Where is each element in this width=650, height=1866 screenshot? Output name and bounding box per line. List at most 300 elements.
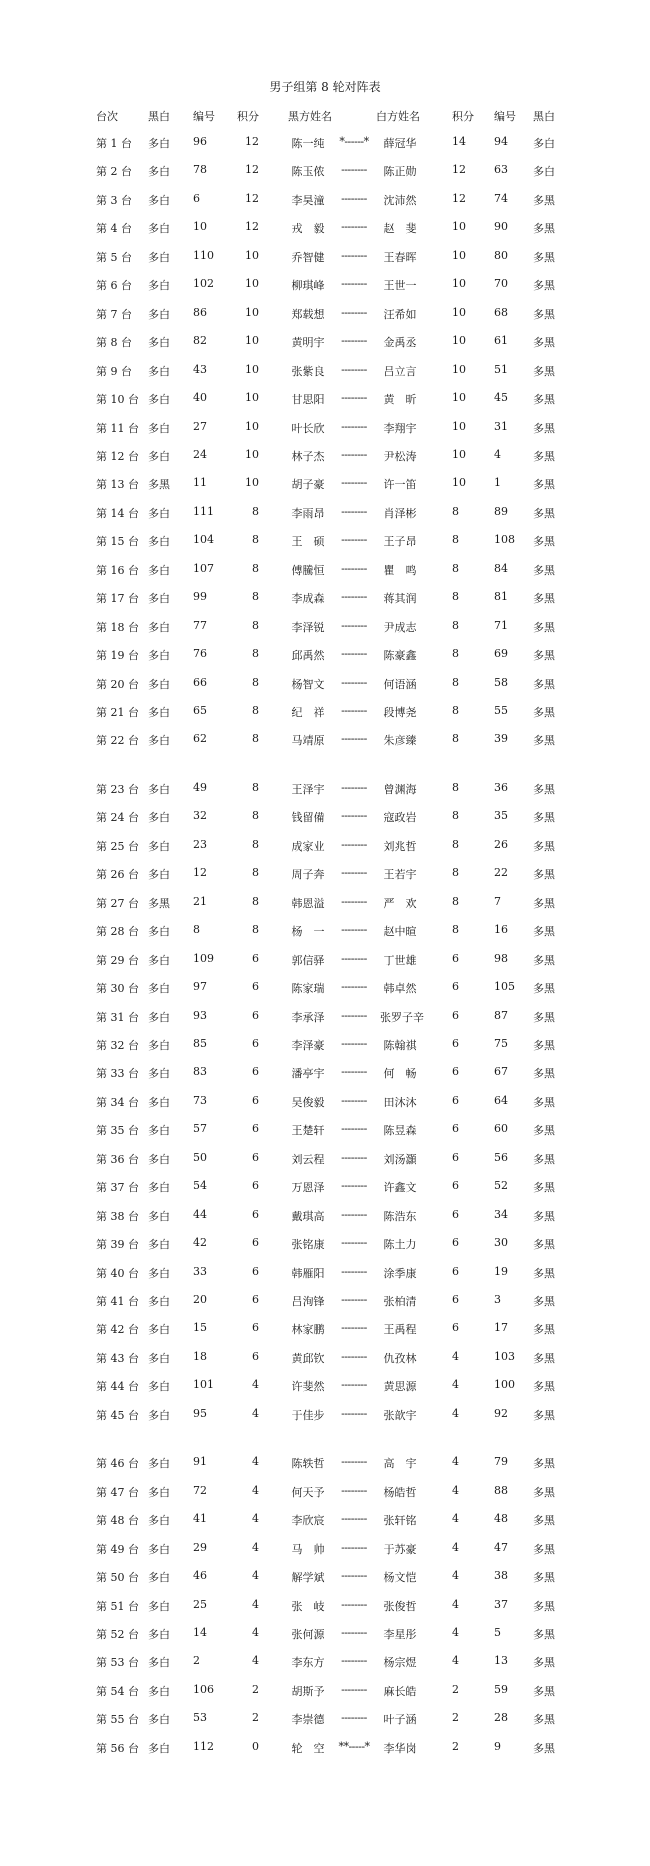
black-player-number: 112 <box>193 1740 214 1753</box>
black-player-name: 杨 一 <box>291 925 325 938</box>
white-player-name: 吕立言 <box>383 365 417 378</box>
white-player-name: 曾渊海 <box>383 783 417 796</box>
black-player-name: 陈一纯 <box>291 137 325 150</box>
table-row <box>0 676 650 696</box>
white-color-balance: 多黑 <box>533 706 555 719</box>
black-player-score: 4 <box>252 1407 259 1420</box>
result-dash: -------- <box>341 1009 367 1022</box>
table-number: 第 27 台 <box>96 897 139 910</box>
black-color-balance: 多白 <box>148 279 170 292</box>
white-player-score: 8 <box>452 647 459 660</box>
white-color-balance: 多黑 <box>533 1543 555 1556</box>
header-black-name: 黑方姓名 <box>288 110 332 123</box>
table-row <box>0 1179 650 1199</box>
table-row <box>0 1455 650 1475</box>
black-player-number: 109 <box>193 952 214 965</box>
table-number: 第 49 台 <box>96 1543 139 1556</box>
white-player-name: 沈沛然 <box>383 194 417 207</box>
table-number: 第 56 台 <box>96 1742 139 1755</box>
white-color-balance: 多黑 <box>533 336 555 349</box>
black-color-balance: 多白 <box>148 1543 170 1556</box>
black-player-number: 20 <box>193 1293 207 1306</box>
table-number: 第 34 台 <box>96 1096 139 1109</box>
result-dash: -------- <box>341 562 367 575</box>
table-number: 第 4 台 <box>96 222 132 235</box>
black-player-name: 邱禹然 <box>291 649 325 662</box>
result-dash: -------- <box>341 1094 367 1107</box>
white-player-number: 100 <box>494 1378 515 1391</box>
white-player-number: 60 <box>494 1122 508 1135</box>
white-color-balance: 多黑 <box>533 954 555 967</box>
white-player-name: 瞿 鸣 <box>383 564 417 577</box>
white-player-name: 于苏豪 <box>383 1543 417 1556</box>
table-row <box>0 249 650 269</box>
white-player-name: 王世一 <box>383 279 417 292</box>
black-player-number: 15 <box>193 1321 207 1334</box>
white-player-name: 杨宗煜 <box>383 1656 417 1669</box>
result-dash: -------- <box>341 220 367 233</box>
black-color-balance: 多白 <box>148 1628 170 1641</box>
table-number: 第 17 台 <box>96 592 139 605</box>
result-dash: -------- <box>341 1293 367 1306</box>
white-player-name: 尹松涛 <box>383 450 417 463</box>
white-player-name: 张歆宇 <box>383 1409 417 1422</box>
black-player-number: 23 <box>193 838 207 851</box>
black-player-score: 6 <box>252 1037 259 1050</box>
table-row <box>0 1654 650 1674</box>
white-player-number: 55 <box>494 704 508 717</box>
result-dash: -------- <box>341 505 367 518</box>
white-player-name: 张俊哲 <box>383 1600 417 1613</box>
white-player-score: 10 <box>452 363 466 376</box>
white-player-score: 6 <box>452 980 459 993</box>
white-player-score: 4 <box>452 1407 459 1420</box>
black-player-number: 41 <box>193 1512 207 1525</box>
white-player-score: 4 <box>452 1455 459 1468</box>
table-row <box>0 1740 650 1760</box>
white-color-balance: 多黑 <box>533 1295 555 1308</box>
white-player-name: 黄 昕 <box>383 393 417 406</box>
black-color-balance: 多白 <box>148 1380 170 1393</box>
table-header <box>0 108 650 128</box>
white-player-number: 34 <box>494 1208 508 1221</box>
result-dash: -------- <box>341 1321 367 1334</box>
white-player-number: 19 <box>494 1265 508 1278</box>
white-player-name: 薛冠华 <box>383 137 417 150</box>
black-player-number: 46 <box>193 1569 207 1582</box>
result-dash: -------- <box>341 1683 367 1696</box>
black-player-score: 10 <box>245 391 259 404</box>
white-player-score: 6 <box>452 1265 459 1278</box>
white-player-name: 朱彦臻 <box>383 734 417 747</box>
white-player-score: 8 <box>452 809 459 822</box>
table-number: 第 9 台 <box>96 365 132 378</box>
black-player-score: 12 <box>245 135 259 148</box>
result-dash: -------- <box>341 1037 367 1050</box>
black-player-number: 102 <box>193 277 214 290</box>
result-dash: -------- <box>341 1378 367 1391</box>
black-player-name: 吴俊毅 <box>291 1096 325 1109</box>
white-player-number: 31 <box>494 420 508 433</box>
black-player-number: 50 <box>193 1151 207 1164</box>
white-player-number: 35 <box>494 809 508 822</box>
table-number: 第 19 台 <box>96 649 139 662</box>
white-color-balance: 多黑 <box>533 783 555 796</box>
white-color-balance: 多白 <box>533 165 555 178</box>
black-color-balance: 多白 <box>148 365 170 378</box>
black-player-name: 陈轶哲 <box>291 1457 325 1470</box>
white-player-number: 63 <box>494 163 508 176</box>
table-number: 第 35 台 <box>96 1124 139 1137</box>
black-player-number: 111 <box>193 505 214 518</box>
table-number: 第 37 台 <box>96 1181 139 1194</box>
white-player-score: 6 <box>452 1293 459 1306</box>
white-player-score: 10 <box>452 306 466 319</box>
black-player-number: 18 <box>193 1350 207 1363</box>
black-color-balance: 多白 <box>148 422 170 435</box>
black-player-name: 万恩泽 <box>291 1181 325 1194</box>
black-color-balance: 多白 <box>148 982 170 995</box>
white-player-score: 8 <box>452 781 459 794</box>
white-player-score: 8 <box>452 923 459 936</box>
table-number: 第 23 台 <box>96 783 139 796</box>
white-color-balance: 多黑 <box>533 925 555 938</box>
black-player-name: 李雨昂 <box>291 507 325 520</box>
white-player-name: 王若宇 <box>383 868 417 881</box>
table-row <box>0 1626 650 1646</box>
white-player-score: 2 <box>452 1740 459 1753</box>
black-color-balance: 多白 <box>148 308 170 321</box>
result-dash: -------- <box>341 1151 367 1164</box>
black-player-score: 8 <box>252 562 259 575</box>
black-player-name: 郑载想 <box>291 308 325 321</box>
result-dash: -------- <box>341 1512 367 1525</box>
white-color-balance: 多黑 <box>533 1457 555 1470</box>
white-player-score: 10 <box>452 476 466 489</box>
result-dash: -------- <box>341 1065 367 1078</box>
white-color-balance: 多黑 <box>533 678 555 691</box>
table-number: 第 36 台 <box>96 1153 139 1166</box>
white-player-name: 李翔宇 <box>383 422 417 435</box>
white-color-balance: 多黑 <box>533 308 555 321</box>
white-player-number: 48 <box>494 1512 508 1525</box>
black-player-name: 解学斌 <box>291 1571 325 1584</box>
table-row <box>0 923 650 943</box>
black-color-balance: 多白 <box>148 1067 170 1080</box>
white-player-name: 汪希如 <box>383 308 417 321</box>
white-color-balance: 多黑 <box>533 422 555 435</box>
white-player-name: 赵中暄 <box>383 925 417 938</box>
black-player-score: 12 <box>245 220 259 233</box>
table-row <box>0 1541 650 1561</box>
black-player-score: 4 <box>252 1455 259 1468</box>
black-color-balance: 多白 <box>148 1039 170 1052</box>
white-color-balance: 多黑 <box>533 1238 555 1251</box>
black-player-number: 93 <box>193 1009 207 1022</box>
black-player-number: 73 <box>193 1094 207 1107</box>
white-player-name: 高 宇 <box>383 1457 417 1470</box>
black-player-number: 8 <box>193 923 200 936</box>
black-color-balance: 多白 <box>148 1181 170 1194</box>
white-color-balance: 多黑 <box>533 1067 555 1080</box>
table-row <box>0 505 650 525</box>
table-number: 第 38 台 <box>96 1210 139 1223</box>
black-color-balance: 多白 <box>148 954 170 967</box>
white-player-number: 79 <box>494 1455 508 1468</box>
black-color-balance: 多白 <box>148 564 170 577</box>
black-player-score: 4 <box>252 1654 259 1667</box>
black-color-balance: 多白 <box>148 1713 170 1726</box>
black-player-name: 李成森 <box>291 592 325 605</box>
result-dash: -------- <box>341 1484 367 1497</box>
black-color-balance: 多白 <box>148 1486 170 1499</box>
result-dash: -------- <box>341 306 367 319</box>
black-player-number: 21 <box>193 895 207 908</box>
white-color-balance: 多黑 <box>533 393 555 406</box>
white-player-score: 6 <box>452 1321 459 1334</box>
white-player-score: 8 <box>452 732 459 745</box>
black-player-number: 10 <box>193 220 207 233</box>
table-number: 第 53 台 <box>96 1656 139 1669</box>
result-dash: -------- <box>341 1626 367 1639</box>
black-color-balance: 多白 <box>148 450 170 463</box>
table-number: 第 3 台 <box>96 194 132 207</box>
table-number: 第 18 台 <box>96 621 139 634</box>
white-player-number: 74 <box>494 192 508 205</box>
black-player-name: 轮 空 <box>291 1742 325 1755</box>
table-number: 第 15 台 <box>96 535 139 548</box>
black-player-name: 黄邱钦 <box>291 1352 325 1365</box>
black-player-name: 叶长欣 <box>291 422 325 435</box>
result-dash: -------- <box>341 334 367 347</box>
table-number: 第 11 台 <box>96 422 139 435</box>
white-color-balance: 多黑 <box>533 1323 555 1336</box>
white-player-score: 10 <box>452 448 466 461</box>
white-player-number: 13 <box>494 1654 508 1667</box>
white-player-score: 4 <box>452 1378 459 1391</box>
white-player-score: 8 <box>452 590 459 603</box>
white-color-balance: 多黑 <box>533 507 555 520</box>
black-color-balance: 多白 <box>148 925 170 938</box>
black-player-name: 陈玉侬 <box>291 165 325 178</box>
black-player-score: 4 <box>252 1378 259 1391</box>
result-dash: -------- <box>341 1122 367 1135</box>
black-player-name: 黄明宇 <box>291 336 325 349</box>
black-player-score: 6 <box>252 1179 259 1192</box>
black-player-score: 2 <box>252 1711 259 1724</box>
black-color-balance: 多白 <box>148 1600 170 1613</box>
white-player-number: 81 <box>494 590 508 603</box>
white-player-number: 5 <box>494 1626 501 1639</box>
black-player-number: 65 <box>193 704 207 717</box>
table-row <box>0 647 650 667</box>
white-player-score: 6 <box>452 1236 459 1249</box>
white-color-balance: 多黑 <box>533 1571 555 1584</box>
white-player-number: 59 <box>494 1683 508 1696</box>
black-color-balance: 多白 <box>148 1742 170 1755</box>
white-color-balance: 多黑 <box>533 1380 555 1393</box>
table-number: 第 43 台 <box>96 1352 139 1365</box>
white-player-number: 7 <box>494 895 501 908</box>
table-number: 第 6 台 <box>96 279 132 292</box>
table-number: 第 30 台 <box>96 982 139 995</box>
white-player-number: 58 <box>494 676 508 689</box>
result-dash: -------- <box>341 420 367 433</box>
black-color-balance: 多白 <box>148 868 170 881</box>
table-row <box>0 1094 650 1114</box>
white-player-number: 105 <box>494 980 515 993</box>
black-player-name: 周子奔 <box>291 868 325 881</box>
black-color-balance: 多白 <box>148 734 170 747</box>
black-player-number: 49 <box>193 781 207 794</box>
table-row <box>0 838 650 858</box>
black-player-name: 杨智文 <box>291 678 325 691</box>
white-color-balance: 多黑 <box>533 535 555 548</box>
white-player-number: 38 <box>494 1569 508 1582</box>
white-color-balance: 多黑 <box>533 1352 555 1365</box>
black-player-score: 4 <box>252 1569 259 1582</box>
white-player-name: 许鑫文 <box>383 1181 417 1194</box>
black-player-number: 97 <box>193 980 207 993</box>
black-color-balance: 多白 <box>148 706 170 719</box>
black-player-number: 2 <box>193 1654 200 1667</box>
table-number: 第 10 台 <box>96 393 139 406</box>
white-color-balance: 多黑 <box>533 649 555 662</box>
white-player-number: 52 <box>494 1179 508 1192</box>
black-player-score: 12 <box>245 192 259 205</box>
white-player-number: 92 <box>494 1407 508 1420</box>
white-color-balance: 多黑 <box>533 1600 555 1613</box>
white-player-score: 6 <box>452 1208 459 1221</box>
table-row <box>0 220 650 240</box>
document-title: 男子组第 8 轮对阵表 <box>269 80 381 94</box>
white-player-score: 8 <box>452 676 459 689</box>
white-player-number: 4 <box>494 448 501 461</box>
white-player-score: 4 <box>452 1512 459 1525</box>
black-player-number: 14 <box>193 1626 207 1639</box>
black-player-number: 27 <box>193 420 207 433</box>
table-number: 第 50 台 <box>96 1571 139 1584</box>
black-player-name: 马 帅 <box>291 1543 325 1556</box>
black-player-name: 陈家瑞 <box>291 982 325 995</box>
result-dash: -------- <box>341 781 367 794</box>
table-row <box>0 952 650 972</box>
white-player-number: 98 <box>494 952 508 965</box>
white-player-score: 6 <box>452 1151 459 1164</box>
black-player-name: 张铭康 <box>291 1238 325 1251</box>
white-player-number: 64 <box>494 1094 508 1107</box>
black-player-score: 6 <box>252 1350 259 1363</box>
header-white-score: 积分 <box>452 110 474 123</box>
black-color-balance: 多白 <box>148 251 170 264</box>
black-player-name: 钱留備 <box>291 811 325 824</box>
white-player-score: 10 <box>452 391 466 404</box>
table-number: 第 1 台 <box>96 137 132 150</box>
white-player-name: 丁世雄 <box>383 954 417 967</box>
white-player-score: 4 <box>452 1626 459 1639</box>
table-number: 第 7 台 <box>96 308 132 321</box>
black-player-number: 53 <box>193 1711 207 1724</box>
result-dash: -------- <box>341 952 367 965</box>
result-dash: -------- <box>341 866 367 879</box>
table-number: 第 39 台 <box>96 1238 139 1251</box>
white-player-name: 田沐沐 <box>383 1096 417 1109</box>
table-row <box>0 1293 650 1313</box>
table-row <box>0 306 650 326</box>
black-player-number: 76 <box>193 647 207 660</box>
table-row <box>0 562 650 582</box>
black-player-score: 10 <box>245 277 259 290</box>
black-color-balance: 多白 <box>148 535 170 548</box>
table-row <box>0 809 650 829</box>
table-row <box>0 1484 650 1504</box>
white-player-name: 蒋其润 <box>383 592 417 605</box>
black-player-name: 王 硕 <box>291 535 325 548</box>
white-player-score: 2 <box>452 1711 459 1724</box>
black-player-name: 林子杰 <box>291 450 325 463</box>
result-dash: -------- <box>341 1208 367 1221</box>
table-number: 第 20 台 <box>96 678 139 691</box>
table-number: 第 12 台 <box>96 450 139 463</box>
result-dash: -------- <box>341 1654 367 1667</box>
black-player-score: 6 <box>252 1151 259 1164</box>
result-dash: -------- <box>341 1598 367 1611</box>
black-color-balance: 多白 <box>148 1295 170 1308</box>
white-player-number: 37 <box>494 1598 508 1611</box>
black-color-balance: 多白 <box>148 1011 170 1024</box>
white-player-number: 30 <box>494 1236 508 1249</box>
white-player-number: 1 <box>494 476 501 489</box>
white-color-balance: 多黑 <box>533 1685 555 1698</box>
black-color-balance: 多白 <box>148 1352 170 1365</box>
black-player-number: 72 <box>193 1484 207 1497</box>
table-number: 第 25 台 <box>96 840 139 853</box>
result-dash: -------- <box>341 676 367 689</box>
black-player-number: 82 <box>193 334 207 347</box>
table-row <box>0 448 650 468</box>
white-color-balance: 多黑 <box>533 1742 555 1755</box>
white-color-balance: 多黑 <box>533 868 555 881</box>
black-player-score: 6 <box>252 1208 259 1221</box>
white-player-number: 94 <box>494 135 508 148</box>
table-row <box>0 1321 650 1341</box>
result-dash: -------- <box>341 249 367 262</box>
table-row <box>0 533 650 553</box>
white-player-name: 仇孜林 <box>383 1352 417 1365</box>
white-player-number: 17 <box>494 1321 508 1334</box>
table-row <box>0 1208 650 1228</box>
white-color-balance: 多黑 <box>533 734 555 747</box>
result-dash: -------- <box>341 895 367 908</box>
table-row <box>0 980 650 1000</box>
black-player-name: 潘亭宇 <box>291 1067 325 1080</box>
white-player-number: 75 <box>494 1037 508 1050</box>
black-player-name: 甘思阳 <box>291 393 325 406</box>
black-player-score: 8 <box>252 838 259 851</box>
white-player-score: 8 <box>452 838 459 851</box>
black-color-balance: 多白 <box>148 783 170 796</box>
result-dash: -------- <box>341 192 367 205</box>
white-player-name: 金禹丞 <box>383 336 417 349</box>
black-player-name: 戎 毅 <box>291 222 325 235</box>
table-row <box>0 1265 650 1285</box>
white-player-number: 36 <box>494 781 508 794</box>
white-color-balance: 多黑 <box>533 365 555 378</box>
white-color-balance: 多黑 <box>533 279 555 292</box>
black-player-score: 10 <box>245 249 259 262</box>
black-player-name: 韩恩溢 <box>291 897 325 910</box>
black-player-score: 4 <box>252 1512 259 1525</box>
